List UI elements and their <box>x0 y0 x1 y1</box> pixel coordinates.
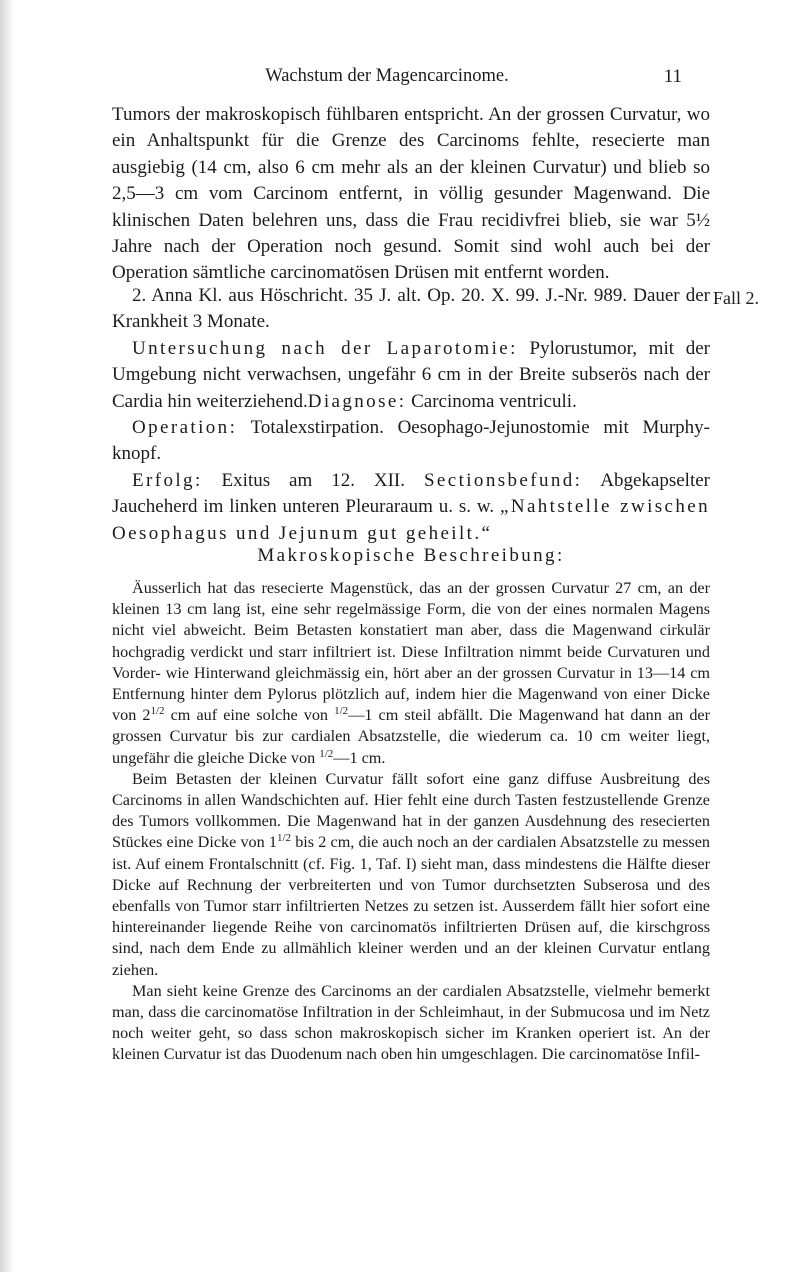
page-header <box>92 66 682 92</box>
small-print-body <box>112 578 710 1066</box>
erfolg-label: Erfolg: <box>132 469 203 491</box>
intro-text: Tumors der makroskopisch fühlbaren entspricht. An der grossen Curvatur, wo ein Anhaltspunkt für die Grenze des Carcinoms fehlte, resecierte man ausgiebig (14 cm, also 6 cm mehr als an der kleinen Curvatur) und blieb so 2,5—3 cm vom Carcinom entfernt, in völlig gesunder Magenwand. Die klinischen Daten belehren uns, dass die Frau recidivfrei blieb, sie war 5½ Jahre nach der Operation noch gesund. Somit sind wohl auch bei der Operation sämtliche carcinomatösen Drüsen mit entfernt worden. <box>112 104 710 284</box>
untersuchung-text: Pylorustumor, mit der Umgebung nicht verwachsen, ungefähr 6 cm in der Breite subserös nach der Cardia hin weiterziehend. <box>112 337 710 412</box>
running-head: Wachstum der Magencarcinome. <box>265 66 509 86</box>
paragraph-grenze: Man sieht keine Grenze des Carcinoms an der cardialen Absatzstelle, vielmehr bemerkt man, dass die carcinomatöse Infiltration in der Schleimhaut, in der Submucosa und im Netz noch weiter geht, so dass schon makroskopisch sicher im Kranken operiert ist. An der kleinen Curvatur ist das Duodenum nach oben hin umgeschlagen. Die carcinomatöse Infil- <box>112 981 710 1064</box>
margin-note-case: Fall 2. <box>713 288 760 308</box>
paragraph-intro <box>112 102 710 287</box>
operation <box>112 415 710 468</box>
quote: „Nahtstelle zwischen Oesophagus und Jejunum gut geheilt.“ <box>112 496 711 544</box>
untersuchung-label: Untersuchung nach der Laparotomie: <box>132 337 518 359</box>
sectionsbefund-label: Sectionsbefund: <box>423 469 583 491</box>
makro-heading-block <box>112 543 710 569</box>
erfolg <box>112 468 710 547</box>
page-number: 11 <box>663 66 682 87</box>
fraction: 1/2 <box>319 747 334 760</box>
fraction: 1/2 <box>150 705 165 718</box>
operation-text: Totalexstirpation. Oesophago-Jejunostomie mit Murphy-knopf. <box>112 417 710 465</box>
case-header: 2. Anna Kl. aus Höschricht. 35 J. alt. Op. 20. X. 99. J.-Nr. 989. Dauer der Krankheit 3 Monate. <box>112 285 710 333</box>
fraction: 1/2 <box>334 705 349 718</box>
diagnose-text: Carcinoma ventriculi. <box>406 390 577 412</box>
fraction: 1/2 <box>276 832 292 845</box>
erfolg-text-2: Abgekapselter Jaucheherd im linken unteren Pleuraraum u. s. w. <box>112 469 710 518</box>
paragraph-aeusserlich: Äusserlich hat das resecierte Magenstück, das an der grossen Curvatur 27 cm, an der kleinen 13 cm lang ist, eine sehr regelmässige Form, die von der eines normalen Magens nicht viel abweicht. Beim Betasten konstatiert man aber, dass die Magenwand cirkulär hochgradig verdickt und starr infiltriert ist. Diese Infiltration nimmt beide Curvaturen und Vorder- wie Hinterwand gleichmässig ein, hört aber an der grossen Curvatur in 13—14 cm Entfernung hinter dem Pylorus plötzlich auf, indem hier die Magenwand von einer Dicke von $2^{1/2}$ cm auf eine solche von $^{1/2}$—1 cm steil abfällt. Die Magenwand hat dann an der grossen Curvatur bis zur cardialen Absatzstelle, die wiederum ca. 10 cm weiter liegt, ungefähr die gleiche Dicke von $^{1/2}$—1 cm. <box>112 579 710 767</box>
paragraph-kleine-curvatur: Beim Betasten der kleinen Curvatur fällt sofort eine ganz diffuse Ausbreitung des Carcinoms in allen Wandschichten auf. Hier fehlt eine durch Tasten festzustellende Grenze des Tumors vollkommen. Die Magenwand hat in der ganzen Ausdehnung des resecierten Stückes eine Dicke von $1^{1/2}$ bis 2 cm, die auch noch an der cardialen Absatzstelle zu messen ist. Auf einem Frontalschnitt (cf. Fig. 1, Taf. I) sieht man, dass mindestens die Hälfte dieser Dicke auf Rechnung der verbreiterten und von Tumor durchsetzten Subserosa und des ebenfalls von Tumor starr infiltrierten Netzes zu setzen ist. Ausserdem fällt hier sofort eine hintereinander liegende Reihe von carcinomatös infiltrierten Drüsen auf, die kirschgross sind, nach dem Ende zu allmählich kleiner werden und an der kleinen Curvatur entlang ziehen. <box>112 769 710 979</box>
operation-label: Operation: <box>132 417 238 439</box>
makro-heading: Makroskopische Beschreibung: <box>257 545 565 566</box>
case-report <box>112 283 710 547</box>
diagnose-label: Diagnose: <box>307 390 407 412</box>
erfolg-text-1: Exitus am 12. XII. <box>202 469 424 491</box>
page-edge-shadow <box>0 0 14 1272</box>
untersuchung <box>112 336 710 415</box>
